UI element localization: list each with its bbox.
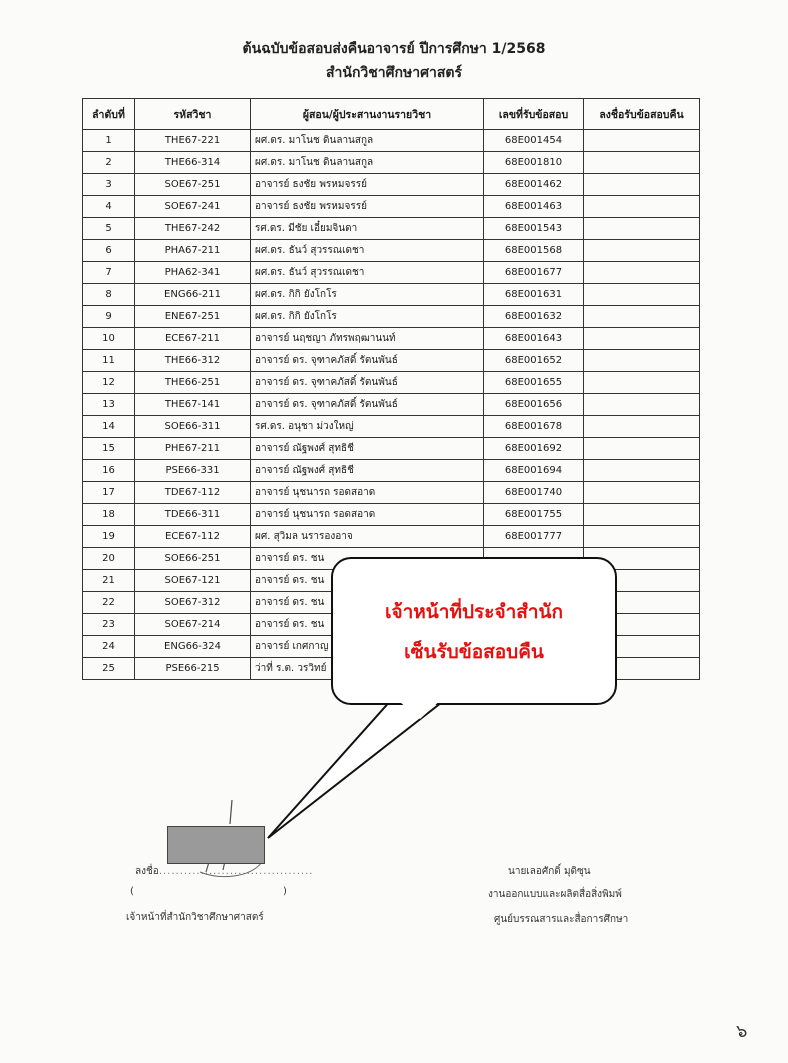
receipt-number: 68E001677: [484, 262, 584, 284]
row-number: 25: [83, 658, 135, 680]
row-number: 9: [83, 306, 135, 328]
column-header-no: ลำดับที่: [83, 99, 135, 130]
receipt-number: 68E001631: [484, 284, 584, 306]
course-code: SOE66-311: [135, 416, 251, 438]
row-number: 5: [83, 218, 135, 240]
course-code: PHA62-341: [135, 262, 251, 284]
row-number: 22: [83, 592, 135, 614]
instructor-name: อาจารย์ ธงชัย พรหมจรรย์: [251, 196, 484, 218]
instructor-name: รศ.ดร. อนุชา ม่วงใหญ่: [251, 416, 484, 438]
row-number: 2: [83, 152, 135, 174]
instructor-name: อาจารย์ ธงชัย พรหมจรรย์: [251, 174, 484, 196]
sign-paren-close: ): [283, 886, 287, 897]
row-number: 11: [83, 350, 135, 372]
signer-dept-right: งานออกแบบและผลิตสื่อสิ่งพิมพ์: [488, 889, 622, 900]
course-code: SOE67-214: [135, 614, 251, 636]
signer-center-right: ศูนย์บรรณสารและสื่อการศึกษา: [494, 914, 629, 925]
column-header-instructor: ผู้สอน/ผู้ประสานงานรายวิชา: [251, 99, 484, 130]
row-number: 15: [83, 438, 135, 460]
course-code: ENG66-324: [135, 636, 251, 658]
row-number: 21: [83, 570, 135, 592]
course-code: THE67-221: [135, 130, 251, 152]
row-number: 1: [83, 130, 135, 152]
receipt-number: 68E001632: [484, 306, 584, 328]
instructor-name: ผศ.ดร. มาโนช ดินลานสกูล: [251, 130, 484, 152]
course-code: PHA67-211: [135, 240, 251, 262]
instructor-name: อาจารย์ ดร. ชน: [251, 614, 484, 636]
instructor-name: อาจารย์ ดร. ชน: [251, 592, 484, 614]
receipt-number: 68E001652: [484, 350, 584, 372]
receipt-number: 68E001755: [484, 504, 584, 526]
course-code: ENE67-251: [135, 306, 251, 328]
receipt-number: 68E001692: [484, 438, 584, 460]
receipt-number: 68E001655: [484, 372, 584, 394]
instructor-name: ผศ.ดร. กิกิ ยังโกโร: [251, 306, 484, 328]
row-number: 23: [83, 614, 135, 636]
callout-text-line1: เจ้าหน้าที่ประจำสำนัก: [384, 601, 564, 623]
signer-name-right: นายเลอศักดิ์ มุดิซุน: [508, 866, 591, 877]
course-code: THE66-251: [135, 372, 251, 394]
receipt-number: 68E001463: [484, 196, 584, 218]
receipt-number: 68E001740: [484, 482, 584, 504]
callout-text-line2: เซ็นรับข้อสอบคืน: [404, 641, 544, 663]
receipt-number: 68E001568: [484, 240, 584, 262]
course-code: PHE67-211: [135, 438, 251, 460]
course-code: PSE66-331: [135, 460, 251, 482]
course-code: SOE67-121: [135, 570, 251, 592]
instructor-name: อาจารย์ ณัฐพงศ์ สุทธิชี: [251, 460, 484, 482]
instructor-name: อาจารย์ ดร. จุฑาคภัสดิ์ รัตนพันธ์: [251, 394, 484, 416]
course-code: THE66-314: [135, 152, 251, 174]
course-code: SOE66-251: [135, 548, 251, 570]
course-code: THE66-312: [135, 350, 251, 372]
row-number: 6: [83, 240, 135, 262]
row-number: 10: [83, 328, 135, 350]
instructor-name: ผศ.ดร. มาโนช ดินลานสกูล: [251, 152, 484, 174]
course-code: PSE66-215: [135, 658, 251, 680]
row-number: 7: [83, 262, 135, 284]
course-code: ECE67-112: [135, 526, 251, 548]
instructor-name: อาจารย์ ดร. จุฑาคภัสดิ์ รัตนพันธ์: [251, 372, 484, 394]
course-code: TDE67-112: [135, 482, 251, 504]
row-number: 8: [83, 284, 135, 306]
course-code: SOE67-251: [135, 174, 251, 196]
row-number: 20: [83, 548, 135, 570]
course-code: TDE66-311: [135, 504, 251, 526]
row-number: 12: [83, 372, 135, 394]
row-number: 19: [83, 526, 135, 548]
column-header-code: รหัสวิชา: [135, 99, 251, 130]
course-code: THE67-141: [135, 394, 251, 416]
instructor-name: ผศ.ดร. ธันว์ สุวรรณเดชา: [251, 262, 484, 284]
instructor-name: ว่าที่ ร.ต. วรวิทย์: [251, 658, 484, 680]
course-code: ECE67-211: [135, 328, 251, 350]
course-code: SOE67-241: [135, 196, 251, 218]
receipt-number: 68E001643: [484, 328, 584, 350]
document-title-line1: ต้นฉบับข้อสอบส่งคืนอาจารย์ ปีการศึกษา 1/2568: [242, 41, 546, 57]
instructor-name: ผศ.ดร. ธันว์ สุวรรณเดชา: [251, 240, 484, 262]
row-number: 18: [83, 504, 135, 526]
instructor-name: อาจารย์ นุชนารถ รอดสอาด: [251, 504, 484, 526]
receipt-number: 68E001656: [484, 394, 584, 416]
column-header-signature: ลงชื่อรับข้อสอบคืน: [584, 99, 700, 130]
instructor-name: อาจารย์ นฤชญา ภัทรพฤฒานนท์: [251, 328, 484, 350]
receipt-number: 68E001777: [484, 526, 584, 548]
receipt-number: 68E001694: [484, 460, 584, 482]
row-number: 3: [83, 174, 135, 196]
course-code: THE67-242: [135, 218, 251, 240]
instructor-name: อาจารย์ ดร. จุฑาคภัสดิ์ รัตนพันธ์: [251, 350, 484, 372]
course-code: ENG66-211: [135, 284, 251, 306]
instructor-name: รศ.ดร. มีชัย เอี๋ยมจินดา: [251, 218, 484, 240]
page-number: ๖: [736, 1021, 748, 1042]
receipt-number: 68E001462: [484, 174, 584, 196]
signer-role-left: เจ้าหน้าที่สำนักวิชาศึกษาศาสตร์: [126, 912, 264, 923]
sign-label-text: ลงชื่อ: [135, 866, 159, 877]
row-number: 14: [83, 416, 135, 438]
course-code: SOE67-312: [135, 592, 251, 614]
receipt-number: 68E001454: [484, 130, 584, 152]
row-number: 24: [83, 636, 135, 658]
receipt-number: 68E001678: [484, 416, 584, 438]
column-header-receipt: เลขที่รับข้อสอบ: [484, 99, 584, 130]
instructor-name: อาจารย์ ณัฐพงศ์ สุทธิชี: [251, 438, 484, 460]
sign-label: ลงชื่อ.....................................: [135, 866, 314, 877]
receipt-number: 68E001810: [484, 152, 584, 174]
instructor-name: อาจารย์ ดร. ชน: [251, 548, 484, 570]
instructor-name: ผศ.ดร. กิกิ ยังโกโร: [251, 284, 484, 306]
row-number: 17: [83, 482, 135, 504]
row-number: 4: [83, 196, 135, 218]
document-title-line2: สำนักวิชาศึกษาศาสตร์: [325, 65, 463, 81]
row-number: 16: [83, 460, 135, 482]
receipt-number: 68E001543: [484, 218, 584, 240]
row-number: 13: [83, 394, 135, 416]
instructor-name: อาจารย์ นุชนารถ รอดสอาด: [251, 482, 484, 504]
instructor-name: ผศ. สุวิมล นรารองอาจ: [251, 526, 484, 548]
instructor-name: อาจารย์ ดร. ชน: [251, 570, 484, 592]
instructor-name: อาจารย์ เกศกาญ: [251, 636, 484, 658]
sign-paren-open: (: [130, 886, 134, 897]
